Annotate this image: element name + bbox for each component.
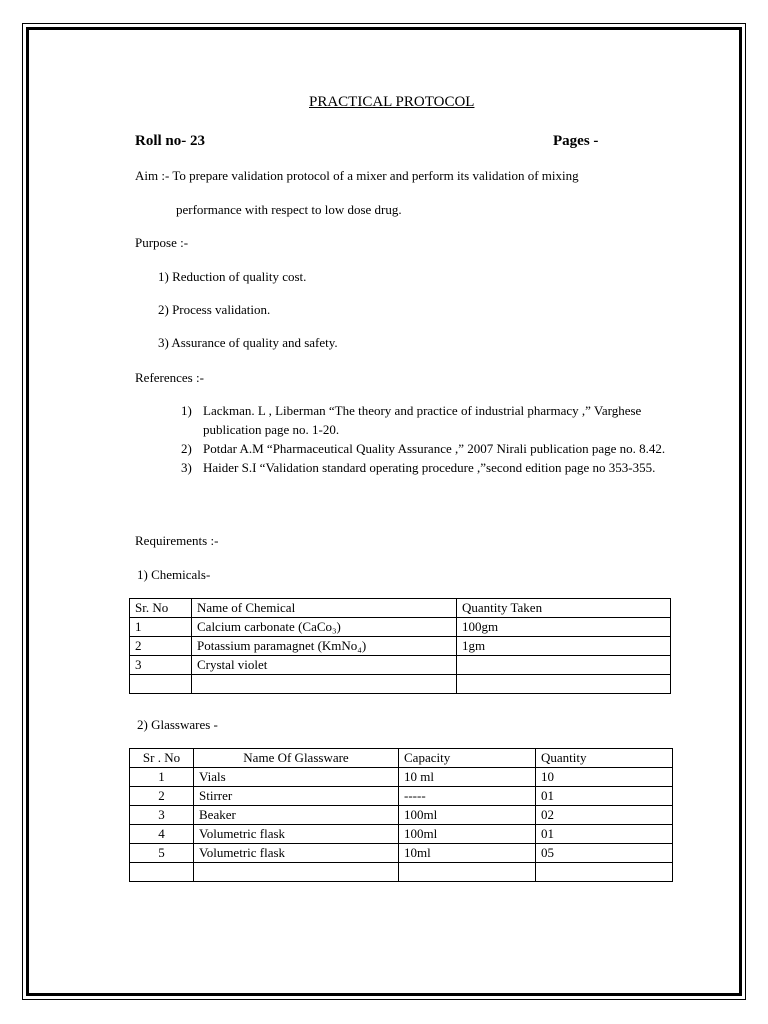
chemicals-table (129, 598, 671, 694)
table-cell (457, 675, 671, 694)
glassware-heading: 2) Glasswares - (137, 717, 218, 732)
table-cell (130, 675, 192, 694)
table-cell: 100ml (399, 825, 536, 844)
table-cell: 02 (536, 806, 673, 825)
table-header-cell: Name Of Glassware (194, 749, 399, 768)
table-cell: 10 ml (399, 768, 536, 787)
table-cell: 10ml (399, 844, 536, 863)
aim-text-line-1: Aim :- To prepare validation protocol of a mixer and perform its validation of mixing (135, 168, 579, 183)
table-cell: 01 (536, 787, 673, 806)
table-cell: Calcium carbonate (CaCo₃) (192, 618, 457, 637)
table-cell: ----- (399, 787, 536, 806)
table-header-cell: Sr. No (130, 599, 192, 618)
table-cell: 05 (536, 844, 673, 863)
pages-label: Pages - (553, 133, 599, 149)
table-cell: 3 (130, 806, 194, 825)
table-cell (536, 863, 673, 882)
table-cell: Stirrer (194, 787, 399, 806)
table-cell: Volumetric flask (194, 825, 399, 844)
requirements-heading: Requirements :- (135, 533, 219, 548)
table-cell: 4 (130, 825, 194, 844)
table-row (130, 806, 673, 825)
table-cell: Crystal violet (192, 656, 457, 675)
table-row (130, 787, 673, 806)
table-cell (130, 863, 194, 882)
purpose-item: 3) Assurance of quality and safety. (158, 335, 338, 350)
table-cell: 5 (130, 844, 194, 863)
table-cell: 1 (130, 768, 194, 787)
table-header-cell: Sr . No (130, 749, 194, 768)
reference-number: 2) (181, 441, 192, 456)
table-cell: Volumetric flask (194, 844, 399, 863)
table-cell: 10 (536, 768, 673, 787)
table-cell: 3 (130, 656, 192, 675)
reference-number: 1) (181, 403, 192, 418)
glassware-table (129, 748, 673, 882)
references-heading: References :- (135, 370, 204, 385)
table-header-cell: Name of Chemical (192, 599, 457, 618)
table-row (130, 863, 673, 882)
table-cell: 2 (130, 637, 192, 656)
table-cell: 100ml (399, 806, 536, 825)
table-cell: 1gm (457, 637, 671, 656)
table-cell: 01 (536, 825, 673, 844)
table-cell: Beaker (194, 806, 399, 825)
table-cell: Potassium paramagnet (KmNo₄) (192, 637, 457, 656)
reference-item (181, 401, 681, 439)
table-cell: 2 (130, 787, 194, 806)
table-row (130, 675, 671, 694)
roll-number: Roll no- 23 (135, 133, 206, 149)
table-row (130, 825, 673, 844)
table-cell (399, 863, 536, 882)
table-cell (194, 863, 399, 882)
references-list (181, 401, 681, 477)
reference-item (181, 458, 681, 477)
chemicals-heading: 1) Chemicals- (137, 567, 211, 582)
table-header-row (130, 749, 673, 768)
purpose-item: 1) Reduction of quality cost. (158, 269, 307, 284)
purpose-heading: Purpose :- (135, 235, 189, 250)
table-cell (457, 656, 671, 675)
reference-text: Lackman. L , Liberman “The theory and practice of industrial pharmacy ,” Varghese publication page no. 1-20. (203, 403, 642, 437)
table-header-cell: Capacity (399, 749, 536, 768)
reference-text: Potdar A.M “Pharmaceutical Quality Assurance ,” 2007 Nirali publication page no. 8.42. (203, 441, 666, 456)
table-cell (192, 675, 457, 694)
table-row (130, 768, 673, 787)
table-cell: 100gm (457, 618, 671, 637)
table-row (130, 637, 671, 656)
purpose-item: 2) Process validation. (158, 302, 271, 317)
table-cell: Vials (194, 768, 399, 787)
reference-number: 3) (181, 460, 192, 475)
table-cell: 1 (130, 618, 192, 637)
table-row (130, 844, 673, 863)
table-row (130, 656, 671, 675)
table-header-cell: Quantity Taken (457, 599, 671, 618)
table-header-cell: Quantity (536, 749, 673, 768)
reference-text: Haider S.I “Validation standard operating procedure ,”second edition page no 353-355. (203, 460, 656, 475)
reference-item (181, 439, 681, 458)
aim-text-line-2: performance with respect to low dose drug. (176, 202, 402, 217)
document-title: PRACTICAL PROTOCOL (309, 94, 475, 110)
table-header-row (130, 599, 671, 618)
table-row (130, 618, 671, 637)
